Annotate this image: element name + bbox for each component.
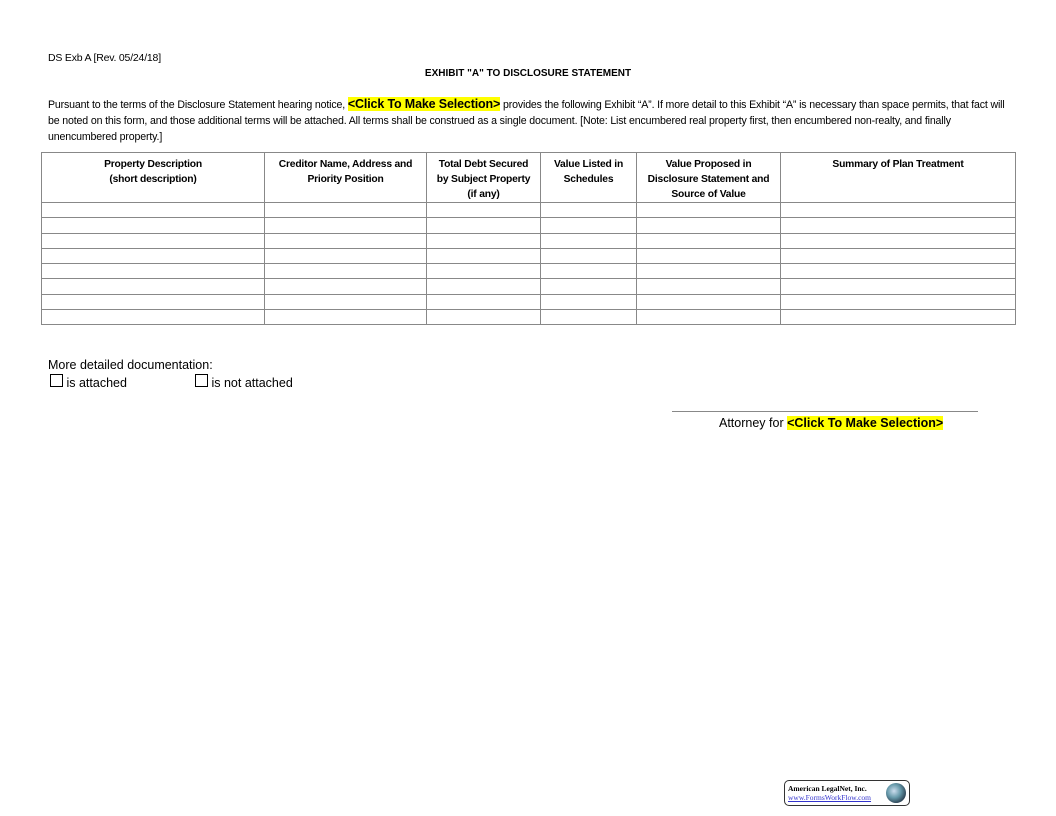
logo-url-link[interactable]: www.FormsWorkFlow.com bbox=[788, 793, 872, 802]
intro-text-before: Pursuant to the terms of the Disclosure Statement hearing notice, bbox=[48, 99, 348, 111]
logo-name: American LegalNet, Inc. bbox=[788, 784, 867, 793]
table-cell[interactable] bbox=[541, 233, 637, 248]
table-cell[interactable] bbox=[781, 248, 1016, 263]
table-cell[interactable] bbox=[637, 203, 781, 218]
table-cell[interactable] bbox=[427, 310, 541, 325]
table-cell[interactable] bbox=[42, 218, 265, 233]
table-cell[interactable] bbox=[541, 218, 637, 233]
column-header bbox=[781, 153, 1016, 203]
column-header-line: by Subject Property bbox=[436, 174, 531, 185]
table-cell[interactable] bbox=[541, 294, 637, 309]
table-cell[interactable] bbox=[781, 203, 1016, 218]
table-cell[interactable] bbox=[265, 294, 427, 309]
intro-paragraph bbox=[48, 96, 1018, 145]
attached-label: is attached bbox=[66, 376, 127, 390]
column-header-line: Total Debt Secured bbox=[438, 159, 529, 170]
globe-icon bbox=[886, 783, 906, 803]
table-row bbox=[42, 248, 1016, 263]
attached-option bbox=[50, 374, 127, 390]
table-cell[interactable] bbox=[427, 264, 541, 279]
debtor-selection-field[interactable]: <Click To Make Selection> bbox=[347, 97, 501, 111]
table-cell[interactable] bbox=[265, 203, 427, 218]
table-cell[interactable] bbox=[265, 248, 427, 263]
not-attached-label: is not attached bbox=[211, 376, 293, 390]
page-title: EXHIBIT "A" TO DISCLOSURE STATEMENT bbox=[424, 68, 632, 79]
attorney-for-label: Attorney for bbox=[719, 416, 788, 430]
property-table bbox=[41, 152, 1016, 325]
table-cell[interactable] bbox=[265, 279, 427, 294]
documentation-label: More detailed documentation: bbox=[48, 358, 213, 372]
column-header bbox=[637, 153, 781, 203]
table-cell[interactable] bbox=[427, 218, 541, 233]
table-cell[interactable] bbox=[265, 310, 427, 325]
table-cell[interactable] bbox=[427, 294, 541, 309]
not-attached-option bbox=[195, 374, 293, 390]
signature-line bbox=[672, 411, 978, 412]
table-cell[interactable] bbox=[541, 279, 637, 294]
column-header-line: Value Proposed in bbox=[665, 159, 752, 170]
table-cell[interactable] bbox=[781, 264, 1016, 279]
table-cell[interactable] bbox=[781, 233, 1016, 248]
column-header-line: (if any) bbox=[467, 189, 500, 200]
table-row bbox=[42, 218, 1016, 233]
table-cell[interactable] bbox=[781, 279, 1016, 294]
column-header-line: Priority Position bbox=[307, 174, 384, 185]
column-header-line: Disclosure Statement and bbox=[647, 174, 770, 185]
column-header-line: Value Listed in bbox=[553, 159, 624, 170]
table-row bbox=[42, 279, 1016, 294]
table-cell[interactable] bbox=[637, 248, 781, 263]
table-cell[interactable] bbox=[541, 310, 637, 325]
column-header bbox=[42, 153, 265, 203]
table-cell[interactable] bbox=[541, 264, 637, 279]
american-legalnet-logo[interactable] bbox=[784, 780, 910, 806]
table-row bbox=[42, 233, 1016, 248]
table-row bbox=[42, 203, 1016, 218]
attorney-selection-field[interactable]: <Click To Make Selection> bbox=[787, 416, 944, 430]
column-header-line: (short description) bbox=[109, 174, 197, 185]
table-cell[interactable] bbox=[781, 294, 1016, 309]
column-header-line: Schedules bbox=[563, 174, 614, 185]
table-row bbox=[42, 264, 1016, 279]
column-header-line: Property Description bbox=[104, 159, 202, 170]
table-cell[interactable] bbox=[637, 279, 781, 294]
table-cell[interactable] bbox=[427, 248, 541, 263]
table-cell[interactable] bbox=[42, 294, 265, 309]
table-cell[interactable] bbox=[42, 310, 265, 325]
table-cell[interactable] bbox=[637, 218, 781, 233]
table-cell[interactable] bbox=[42, 264, 265, 279]
table-cell[interactable] bbox=[265, 233, 427, 248]
table-cell[interactable] bbox=[637, 233, 781, 248]
table-cell[interactable] bbox=[42, 248, 265, 263]
column-header-line: Source of Value bbox=[671, 189, 746, 200]
column-header bbox=[265, 153, 427, 203]
table-cell[interactable] bbox=[42, 279, 265, 294]
table-cell[interactable] bbox=[42, 203, 265, 218]
column-header bbox=[541, 153, 637, 203]
table-cell[interactable] bbox=[637, 264, 781, 279]
column-header-line: Creditor Name, Address and bbox=[278, 159, 413, 170]
attached-checkbox[interactable] bbox=[50, 374, 63, 387]
table-cell[interactable] bbox=[637, 294, 781, 309]
table-cell[interactable] bbox=[637, 310, 781, 325]
attorney-for bbox=[719, 416, 943, 430]
column-header-line: Summary of Plan Treatment bbox=[832, 159, 964, 170]
column-header bbox=[427, 153, 541, 203]
not-attached-checkbox[interactable] bbox=[195, 374, 208, 387]
revision-label: DS Exb A [Rev. 05/24/18] bbox=[48, 52, 161, 64]
table-cell[interactable] bbox=[265, 264, 427, 279]
table-row bbox=[42, 310, 1016, 325]
table-cell[interactable] bbox=[265, 218, 427, 233]
table-cell[interactable] bbox=[781, 310, 1016, 325]
table-row bbox=[42, 294, 1016, 309]
table-cell[interactable] bbox=[42, 233, 265, 248]
table-cell[interactable] bbox=[541, 203, 637, 218]
table-cell[interactable] bbox=[427, 279, 541, 294]
table-cell[interactable] bbox=[541, 248, 637, 263]
table-cell[interactable] bbox=[427, 233, 541, 248]
intro-text-after: provides the following Exhibit “A”. If more detail to this Exhibit “A” is necessary than space permits, that fact will be noted on this form, and those additional terms will be attached. All terms shall be construed as a single document. [Note: List encumbered real property first, then encumbered non-realty, and finally unencumbered property.] bbox=[48, 99, 1005, 143]
table-cell[interactable] bbox=[781, 218, 1016, 233]
table-cell[interactable] bbox=[427, 203, 541, 218]
